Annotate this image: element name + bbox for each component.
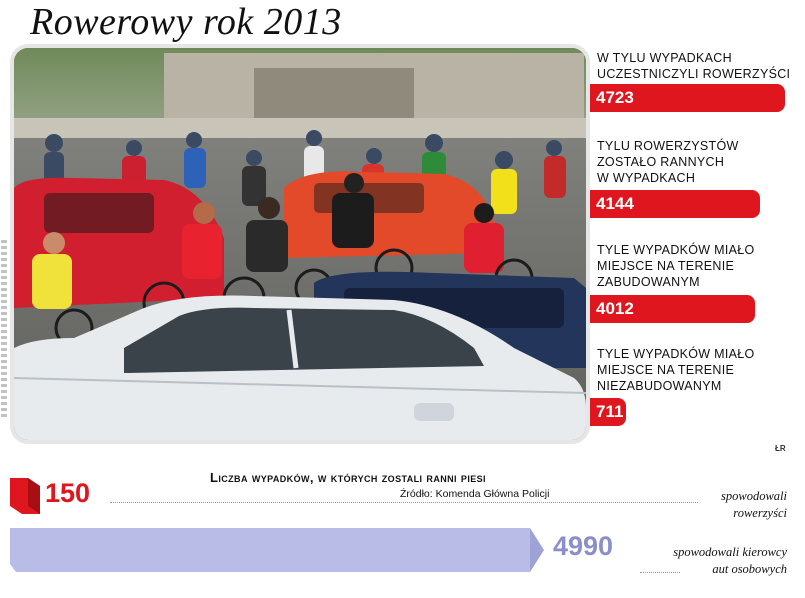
- chart-source: Źródło: Komenda Główna Policji: [400, 488, 550, 500]
- bar-car-drivers-tip: [530, 528, 544, 572]
- chart-title: Liczba wypadków, w których zostali ranni piesi: [210, 470, 486, 485]
- author-credit: ŁR: [775, 444, 786, 453]
- stat-value-bicycle-accidents: 4723: [590, 84, 785, 112]
- cyclists-photo: [14, 48, 586, 440]
- stat-label-bicycle-accidents: W TYLU WYPADKACH UCZESTNICZYLI ROWERZYŚCI: [597, 51, 791, 81]
- value-label-cyclists: 150: [45, 478, 91, 508]
- category-label-car-drivers: spowodowali kierowcy aut osobowych: [673, 545, 787, 576]
- photo-illustration: [14, 48, 586, 440]
- photo-credit-strip: [1, 240, 7, 420]
- stat-value-non-built-up-area: 711: [590, 398, 626, 426]
- stat-value-built-up-area: 4012: [590, 295, 755, 323]
- page-title: Rowerowy rok 2013: [30, 1, 342, 43]
- value-label-car-drivers: 4990: [553, 531, 614, 561]
- stat-value-injured-cyclists: 4144: [590, 190, 760, 218]
- stat-label-non-built-up-area: TYLE WYPADKÓW MIAŁO MIEJSCE NA TERENIE NIEZABUDOWANYM: [597, 347, 755, 393]
- stat-label-built-up-area: TYLE WYPADKÓW MIAŁO MIEJSCE NA TERENIE ZABUDOWANYM: [597, 243, 755, 289]
- stat-label-injured-cyclists: TYLU ROWERZYSTÓW ZOSTAŁO RANNYCH W WYPADKACH: [597, 139, 739, 185]
- bar-car-drivers: [10, 528, 530, 572]
- category-label-cyclists: spowodowali rowerzyści: [721, 489, 787, 520]
